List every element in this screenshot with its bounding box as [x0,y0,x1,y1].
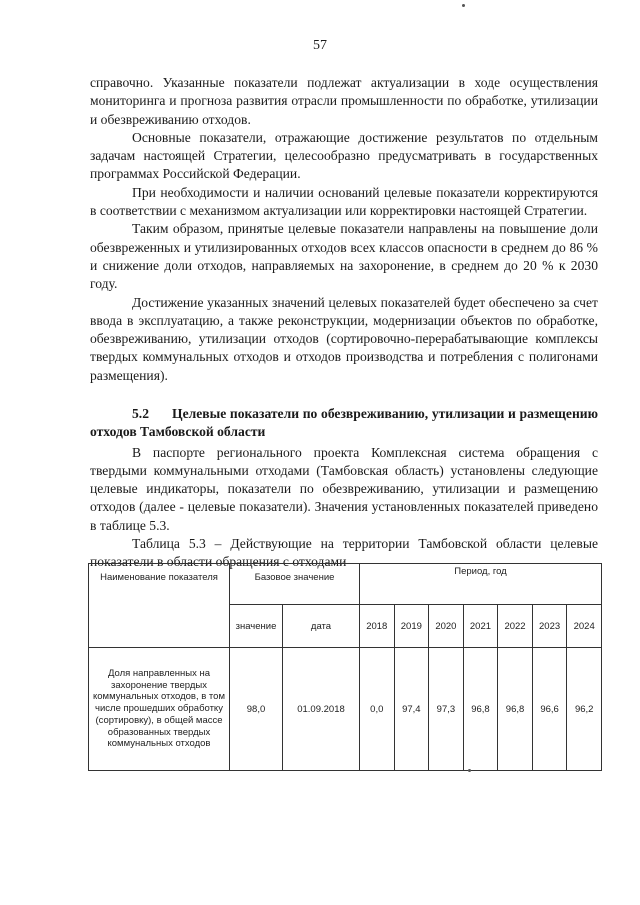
header-baseline: Базовое значение [230,564,360,605]
paragraph: При необходимости и наличии оснований целевые показатели корректируются в соответствии с механизмом актуализации или корректировки настоящей Стратегии. [90,184,598,219]
paragraph: В паспорте регионального проекта Комплексная система обращения с твердыми коммунальными отходами (Тамбовская область) установлены следующие целевые индикаторы, показатели по обезвреживанию, утилизации и размещению отходов (далее - целевые показатели). Значения установленных показателей приведено в таблице 5.3. [90,444,598,533]
header-year: 2021 [463,605,498,648]
paragraph: Таким образом, принятые целевые показатели направлены на повышение доли обезвреженных и утилизированных отходов всех классов опасности в среднем до 86 % и снижение доли отходов, направляемых на захоронение, в среднем до 20 % к 2030 году. [90,221,598,292]
body-text [90,74,598,385]
section-heading [90,405,598,442]
page-number: 57 [313,38,327,53]
year-value: 96,8 [463,648,498,771]
paragraph: Основные показатели, отражающие достижение результатов по отдельным задачам настоящей Стратегии, целесообразно предусматривать в государственных программах Российской Федерации. [90,129,598,182]
year-value: 96,6 [532,648,567,771]
year-value: 0,0 [360,648,395,771]
section-title: Целевые показатели по обезвреживанию, утилизации и размещению отходов Тамбовской области [90,406,598,440]
year-value: 97,3 [429,648,464,771]
section-5-2 [90,405,598,572]
table-caption: Таблица 5.3 – Действующие на территории Тамбовской области целевые показатели в области обращения с отходами [90,536,598,570]
header-year: 2023 [532,605,567,648]
header-year: 2020 [429,605,464,648]
header-indicator-name: Наименование показателя [89,564,230,648]
year-value: 96,8 [498,648,533,771]
year-value: 96,2 [567,648,602,771]
header-period: Период, год [360,564,602,605]
scan-speck [468,769,471,772]
table-row [89,648,602,771]
header-value: значение [230,605,283,648]
header-year: 2024 [567,605,602,648]
year-value: 97,4 [394,648,429,771]
indicator-name: Доля направленных на захоронение твердых коммунальных отходов, в том числе прошедших обработку (сортировку), в общей массе образованных твердых коммунальных отходов [89,648,230,771]
table-header-row [89,564,602,605]
header-year: 2022 [498,605,533,648]
section-number: 5.2 [132,406,149,421]
paragraph: справочно. Указанные показатели подлежат актуализации в ходе осуществления мониторинга и прогноза развития отрасли промышленности по обработке, утилизации и обезвреживанию отходов. [90,75,598,127]
baseline-date: 01.09.2018 [283,648,360,771]
header-date: дата [283,605,360,648]
baseline-value: 98,0 [230,648,283,771]
header-year: 2019 [394,605,429,648]
paragraph: Достижение указанных значений целевых показателей будет обеспечено за счет ввода в эксплуатацию, а также реконструкции, модернизации объектов по обработке, обезвреживанию, утилизации отходов (сортировочно-перерабатывающие комплексы твердых коммунальных отходов и отходов производства и потребления с полигонами размещения). [90,294,598,383]
header-year: 2018 [360,605,395,648]
scan-speck [462,4,465,7]
indicators-table [88,563,602,771]
